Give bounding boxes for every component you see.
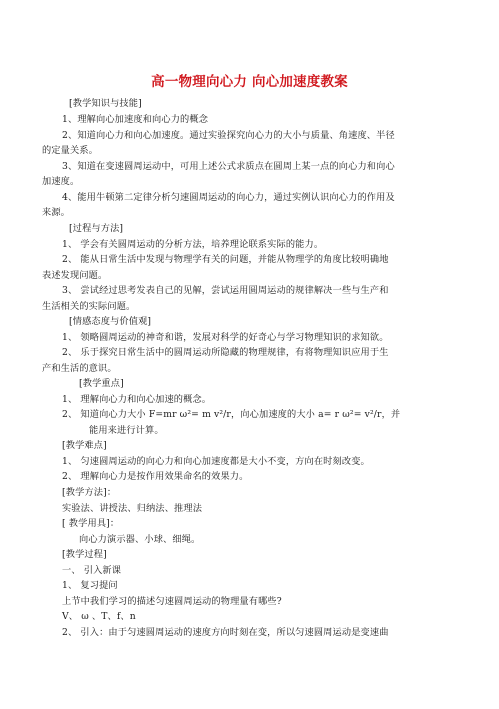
text-line: 2、 引入：由于匀速圆周运动的速度方向时刻在变，所以匀速圆周运动是变速曲	[62, 627, 389, 638]
section-heading-knowledge: [教学知识与技能]	[69, 98, 142, 109]
text-line: 1、 理解向心力和向心加速的概念。	[62, 394, 212, 405]
text-line: 1、 学会有关圆周运动的分析方法，培养理论联系实际的能力。	[62, 239, 324, 250]
text-line: V、 ω 、T、f、n	[62, 611, 136, 622]
text-line: 1、 领略圆周运动的神奇和谐，发展对科学的好奇心与学习物理知识的求知欲。	[62, 332, 389, 343]
text-line: 4、能用牛顿第二定律分析匀速圆周运动的向心力，通过实例认识向心力的作用及	[62, 192, 395, 203]
text-line: 3、 尝试经过思考发表自己的见解，尝试运用圆周运动的规律解决一些与生产和	[62, 285, 389, 296]
formula-line: 2、 知道向心力大小 F=mr ω²= m v²/r，向心加速度的大小 a= r ω²= v²/r，并	[62, 409, 401, 420]
text-line: 向心力演示器、小球、细绳。	[79, 534, 201, 545]
section-heading-key-points: [教学重点]	[79, 378, 124, 389]
text-line: 能用来进行计算。	[89, 425, 164, 436]
text-line: 来源。	[42, 207, 71, 218]
text-line: 生活相关的实际问题。	[42, 301, 136, 312]
text-line: 上节中我们学习的描述匀速圆周运动的物理量有哪些?	[62, 596, 282, 607]
text-line: 1、 复习提问	[62, 580, 118, 591]
text-line: 1、 匀速圆周运动的向心力和向心加速度都是大小不变，方向在时刻改变。	[62, 456, 370, 467]
section-heading-difficulties: [教学难点]	[62, 440, 107, 451]
text-line: 一、 引入新课	[62, 565, 122, 576]
text-line: 表述发现问题。	[42, 270, 108, 281]
text-line: 产和生活的意识。	[42, 363, 117, 374]
text-line: 2、知道向心力和向心加速度。通过实验探究向心力的大小与质量、角速度、半径	[62, 130, 395, 141]
section-heading-attitude: [情感态度与价值观]	[69, 316, 152, 327]
section-heading-methods: [教学方法]：	[62, 487, 117, 498]
text-line: 2、 理解向心力是按作用效果命名的效果力。	[62, 471, 249, 482]
section-heading-process: [过程与方法]	[69, 223, 124, 234]
text-line: 2、 能从日常生活中发现与物理学有关的问题，并能从物理学的角度比较明确地	[62, 254, 389, 265]
text-line: 实验法、讲授法、归纳法、推理法	[62, 503, 203, 514]
document-title: 高一物理向心力 向心加速度教案	[151, 74, 348, 90]
text-line: 1、理解向心加速度和向心力的概念	[62, 114, 209, 125]
section-heading-process-steps: [教学过程]	[62, 549, 107, 560]
text-line: 3、知道在变速圆周运动中，可用上述公式求质点在圆周上某一点的向心力和向心	[62, 161, 395, 172]
text-line: 加速度。	[42, 176, 80, 187]
section-heading-tools: [ 教学用具]：	[62, 518, 120, 529]
text-line: 2、 乐于探究日常生活中的圆周运动所隐藏的物理规律，有将物理知识应用于生	[62, 347, 389, 358]
text-line: 的定量关系。	[42, 145, 99, 156]
